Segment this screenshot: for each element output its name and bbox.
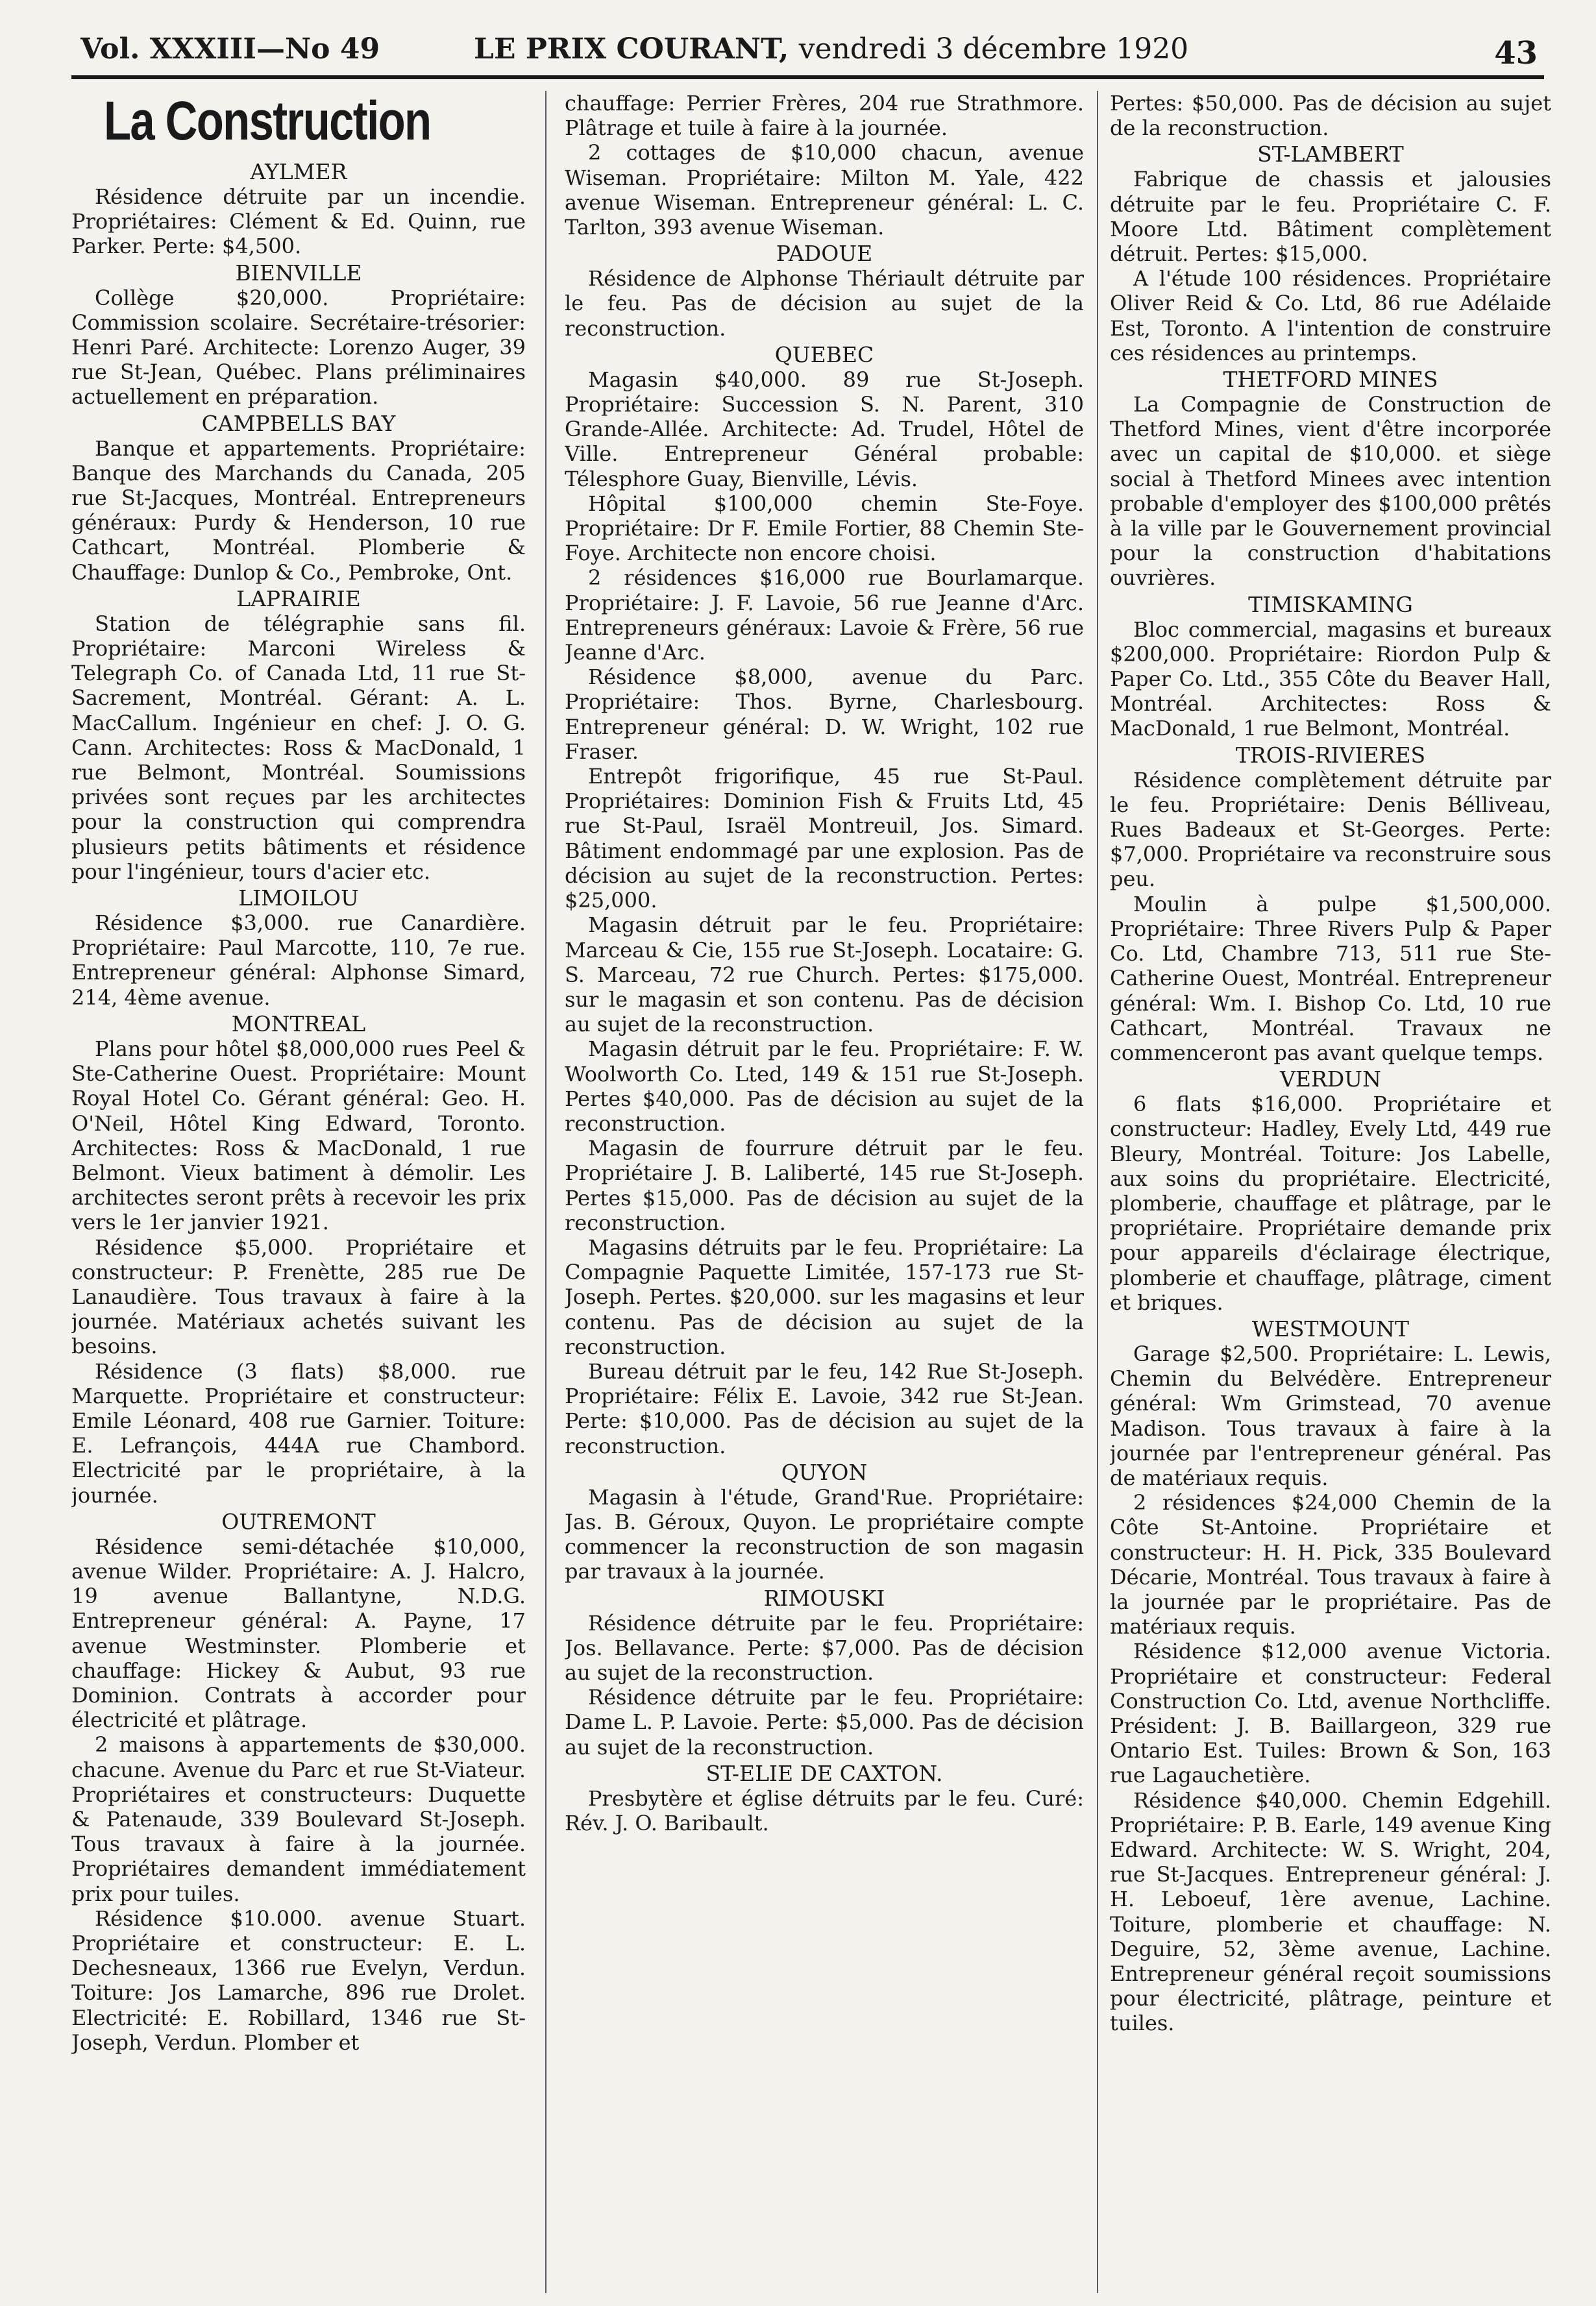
listing-entry: Plans pour hôtel $8,000,000 rues Peel & Ste-Catherine Ouest. Propriétaire: Mount Royal Hotel Co. Gérant général: Geo. H. O'Neil, Hôtel King Edward, Toronto. Architectes: Ross & MacDonald, 1 rue Belmont. Vieux batiment à démolir. Les architectes seront prêts à recevoir les prix vers le 1er janvier 1921. [71,1036,526,1235]
listing-entry: Résidence $5,000. Propriétaire et constructeur: P. Frenètte, 285 rue De Lanaudière. Tous travaux à faire à la journée. Matériaux achetés suivant les besoins. [71,1234,526,1359]
listing-section [565,1586,1084,1760]
town-heading: MONTREAL [231,1011,366,1036]
listing-entry: Résidence détruite par un incendie. Propriétaires: Clément & Ed. Quinn, rue Parker. Perte: $4,500. [71,184,526,259]
listing-section [1110,593,1551,741]
listing-entry: 6 flats $16,000. Propriétaire et constructeur: Hadley, Evely Ltd, 449 rue Bleury, Montréal. Toiture: Jos Labelle, aux soins du propriétaire. Electricité, plomberie, chauffage et plâtrage, par le propriétaire. Propriétaire demande prix pour appareils d'éclairage électrique, plomberie et chauffage, plâtrage, ciment et briques. [1110,1092,1551,1315]
town-heading: ST-ELIE DE CAXTON. [706,1760,943,1786]
town-heading: QUEBEC [774,341,874,367]
town-heading: QUYON [781,1459,868,1485]
listing-entry: Magasin $40,000. 89 rue St-Joseph. Propriétaire: Succession S. N. Parent, 310 Grande-Allée. Architecte: Ad. Trudel, Hôtel de Ville. Entrepreneur Général probable: Télesphore Guay, Bienville, Lévis. [565,367,1084,491]
listing-section [71,587,526,884]
listing-section [565,241,1084,341]
listing-entry: 2 cottages de $10,000 chacun, avenue Wiseman. Propriétaire: Milton M. Yale, 422 avenue Wiseman. Entrepreneur général: L. C. Tarlton, 393 avenue Wiseman. [565,140,1084,240]
listing-entry: A l'étude 100 résidences. Propriétaire Oliver Reid & Co. Ltd, 86 rue Adélaide Est, Toronto. A l'intention de construire ces résidences au printemps. [1110,266,1551,365]
listing-section [71,160,526,259]
listing-entry: Pertes: $50,000. Pas de décision au sujet de la reconstruction. [1110,91,1551,141]
town-heading: LIMOILOU [238,885,359,911]
listing-entry: Résidence semi-détachée $10,000, avenue Wilder. Propriétaire: A. J. Halcro, 19 avenue Ballantyne, N.D.G. Entrepreneur général: A. Payne, 17 avenue Westminster. Plomberie et chauffage: Hickey & Aubut, 93 rue Dominion. Contrats à accorder pour électricité et plâtrage. [71,1534,526,1733]
listing-section [565,1761,1084,1835]
listing-section [71,1510,526,2055]
column-3 [1110,91,1551,2293]
listing-entry: Entrepôt frigorifique, 45 rue St-Paul. Propriétaires: Dominion Fish & Fruits Ltd, 45 rue St-Paul, Israël Montreuil, Jos. Simard. Bâtiment endommagé par une explosion. Pas de décision au sujet de la reconstruction. Pertes: $25,000. [565,764,1084,913]
listing-entry: Résidence détruite par le feu. Propriétaire: Jos. Bellavance. Perte: $7,000. Pas de décision au sujet de la reconstruction. [565,1610,1084,1685]
listing-entry: Résidence (3 flats) $8,000. rue Marquette. Propriétaire et constructeur: Emile Léonard, 408 rue Garnier. Toiture: E. Lefrançois, 444A rue Chambord. Electricité par le propriétaire, à la journée. [71,1358,526,1508]
page-header [71,23,1544,79]
listing-section [71,261,526,410]
listing-entry: Moulin à pulpe $1,500,000. Propriétaire: Three Rivers Pulp & Paper Co. Ltd, Chambre 713, 511 rue Ste-Catherine Ouest, Montréal. Entrepreneur général: Wm. I. Bishop Co. Ltd, 10 rue Cathcart, Montréal. Travaux ne commenceront pas avant quelque temps. [1110,891,1551,1065]
listing-section [71,886,526,1010]
publication-name: LE PRIX COURANT, [474,32,789,66]
listing-entry: Hôpital $100,000 chemin Ste-Foye. Propriétaire: Dr F. Emile Fortier, 88 Chemin Ste-Foye. Architecte non encore choisi. [565,491,1084,566]
town-heading: BIENVILLE [235,260,362,286]
column-2 [565,91,1084,2293]
listing-entry: Fabrique de chassis et jalousies détruite par le feu. Propriétaire C. F. Moore Ltd. Bâtiment complètement détruit. Pertes: $15,000. [1110,167,1551,267]
listing-section [565,1460,1084,1584]
page-number: 43 [1494,35,1538,71]
listing-section [1110,743,1551,1065]
listing-entry: Garage $2,500. Propriétaire: L. Lewis, Chemin du Belvédère. Entrepreneur général: Wm Grimstead, 70 avenue Madison. Tous travaux à faire à la journée par l'entrepreneur général. Pas de matériaux requis. [1110,1341,1551,1490]
listing-entry: Résidence de Alphonse Thériault détruite par le feu. Pas de décision au sujet de la reconstruction. [565,266,1084,341]
listing-section [1110,367,1551,591]
issue-date: vendredi 3 décembre 1920 [798,32,1189,66]
column-rule [545,91,546,2293]
town-heading: VERDUN [1280,1066,1381,1092]
listing-section [1110,142,1551,365]
town-heading: TIMISKAMING [1248,591,1413,617]
town-heading: THETFORD MINES [1223,367,1438,393]
listing-entry: 2 maisons à appartements de $30,000. chacune. Avenue du Parc et rue St-Viateur. Propriétaires et constructeurs: Duquette & Patenaude, 339 Boulevard St-Joseph. Tous travaux à faire à la journée. Propriétaires demandent immédiatement prix pour tuiles. [71,1732,526,1906]
listing-entry: 2 résidences $24,000 Chemin de la Côte St-Antoine. Propriétaire et constructeur: H. H. Pick, 335 Boulevard Décarie, Montréal. Tous travaux à faire à la journée par le propriétaire. Pas de matériaux requis. [1110,1490,1551,1639]
listing-entry: Presbytère et église détruits par le feu. Curé: Rév. J. O. Baribault. [565,1785,1084,1835]
town-heading: LAPRAIRIE [236,585,361,611]
listing-section [1110,1067,1551,1315]
town-heading: WESTMOUNT [1251,1316,1410,1342]
listing-section [1110,91,1551,140]
listing-entry: Magasins détruits par le feu. Propriétaire: La Compagnie Paquette Limitée, 157-173 rue St-Joseph. Pertes. $20,000. sur les magasins et leur contenu. Pas de décision au sujet de la reconstruction. [565,1234,1084,1359]
listing-entry: Magasin détruit par le feu. Propriétaire: F. W. Woolworth Co. Lted, 149 & 151 rue St-Joseph. Pertes $40,000. Pas de décision au sujet de la reconstruction. [565,1036,1084,1136]
listing-section [71,1012,526,1508]
listing-entry: Résidence complètement détruite par le feu. Propriétaire: Denis Bélliveau, Rues Badeaux et St-Georges. Perte: $7,000. Propriétaire va reconstruire sous peu. [1110,767,1551,892]
town-heading: AYLMER [250,159,347,184]
listing-entry: Résidence $10.000. avenue Stuart. Propriétaire et constructeur: E. L. Dechesneaux, 1366 rue Evelyn, Verdun. Toiture: Jos Lamarche, 896 rue Drolet. Electricité: E. Robillard, 1346 rue St-Joseph, Verdun. Plomber et [71,1906,526,2055]
listing-entry: Collège $20,000. Propriétaire: Commission scolaire. Secrétaire-trésorier: Henri Paré. Architecte: Lorenzo Auger, 39 rue St-Jean, Québec. Plans préliminaires actuellement en préparation. [71,285,526,410]
listing-entry: Résidence $12,000 avenue Victoria. Propriétaire et constructeur: Federal Construction Co. Ltd, avenue Northcliffe. Président: J. B. Baillargeon, 329 rue Ontario Est. Tuiles: Brown & Son, 163 rue Lagauchetière. [1110,1639,1551,1788]
listing-section [1110,1317,1551,2036]
town-heading: RIMOUSKI [763,1585,885,1611]
publication-title [474,32,1188,66]
listing-section [565,343,1084,1458]
section-heading: La Construction [104,91,431,151]
volume-number: Vol. XXXIII—No 49 [80,32,380,66]
column-rule [1097,91,1098,2293]
listing-entry: chauffage: Perrier Frères, 204 rue Strathmore. Plâtrage et tuile à faire à la journée. [565,91,1084,141]
listing-section [71,411,526,585]
article-columns [71,91,1551,2293]
town-heading: CAMPBELLS BAY [201,410,396,436]
listing-entry: Résidence $8,000, avenue du Parc. Propriétaire: Thos. Byrne, Charlesbourg. Entrepreneur général: D. W. Wright, 102 rue Fraser. [565,665,1084,764]
listing-entry: Résidence $3,000. rue Canardière. Propriétaire: Paul Marcotte, 110, 7e rue. Entrepreneur général: Alphonse Simard, 214, 4ème avenue. [71,911,526,1010]
listing-entry: Magasin détruit par le feu. Propriétaire: Marceau & Cie, 155 rue St-Joseph. Locataire: G. S. Marceau, 72 rue Church. Pertes: $175,000. sur le magasin et son contenu. Pas de décision au sujet de la reconstruction. [565,913,1084,1037]
town-heading: OUTREMONT [221,1508,376,1534]
listing-entry: Magasin de fourrure détruit par le feu. Propriétaire J. B. Laliberté, 145 rue St-Joseph. Pertes $15,000. Pas de décision au sujet de la reconstruction. [565,1136,1084,1235]
listing-entry: Station de télégraphie sans fil. Propriétaire: Marconi Wireless & Telegraph Co. of Canada Ltd, 11 rue St-Sacrement, Montréal. Gérant: A. L. MacCallum. Ingénieur en chef: J. O. G. Cann. Architectes: Ross & MacDonald, 1 rue Belmont, Montréal. Soumissions privées sont reçues par les architectes pour la construction qui comprendra plusieurs petits bâtiments et résidence pour l'ingénieur, tours d'acier etc. [71,611,526,884]
listing-entry: Bureau détruit par le feu, 142 Rue St-Joseph. Propriétaire: Félix E. Lavoie, 342 rue St-Jean. Perte: $10,000. Pas de décision au sujet de la reconstruction. [565,1358,1084,1458]
town-heading: PADOUE [776,241,873,267]
listing-entry: Bloc commercial, magasins et bureaux $200,000. Propriétaire: Riordon Pulp & Paper Co. Ltd., 355 Côte du Beaver Hall, Montréal. Architectes: Ross & MacDonald, 1 rue Belmont, Montréal. [1110,617,1551,741]
town-heading: ST-LAMBERT [1257,141,1404,167]
listing-entry: La Compagnie de Construction de Thetford Mines, vient d'être incorporée avec un capital de $10,000. et siège social à Thetford Minees avec intention probable d'employer des $100,000 prêtés à la ville par le Gouvernement provincial pour la construction d'habitations ouvrières. [1110,392,1551,591]
town-heading: TROIS-RIVIERES [1235,742,1426,768]
listing-entry: Résidence $40,000. Chemin Edgehill. Propriétaire: P. B. Earle, 149 avenue King Edward. Architecte: W. S. Wright, 204, rue St-Jacques. Entrepreneur général: J. H. Leboeuf, 1ère avenue, Lachine. Toiture, plomberie et chauffage: N. Deguire, 52, 3ème avenue, Lachine. Entrepreneur général reçoit soumissions pour électricité, plâtrage, peinture et tuiles. [1110,1787,1551,2036]
listing-entry: Résidence détruite par le feu. Propriétaire: Dame L. P. Lavoie. Perte: $5,000. Pas de décision au sujet de la reconstruction. [565,1685,1084,1760]
listing-entry: Banque et appartements. Propriétaire: Banque des Marchands du Canada, 205 rue St-Jacques, Montréal. Entrepreneurs généraux: Purdy & Henderson, 10 rue Cathcart, Montréal. Plomberie & Chauffage: Dunlop & Co., Pembroke, Ont. [71,435,526,585]
listing-entry: 2 résidences $16,000 rue Bourlamarque. Propriétaire: J. F. Lavoie, 56 rue Jeanne d'Arc. Entrepreneurs généraux: Lavoie & Frère, 56 rue Jeanne d'Arc. [565,565,1084,665]
listing-section [565,91,1084,239]
column-1 [71,91,526,2293]
listing-entry: Magasin à l'étude, Grand'Rue. Propriétaire: Jas. B. Géroux, Quyon. Le propriétaire compte commencer la reconstruction de son magasin par travaux à la journée. [565,1484,1084,1584]
